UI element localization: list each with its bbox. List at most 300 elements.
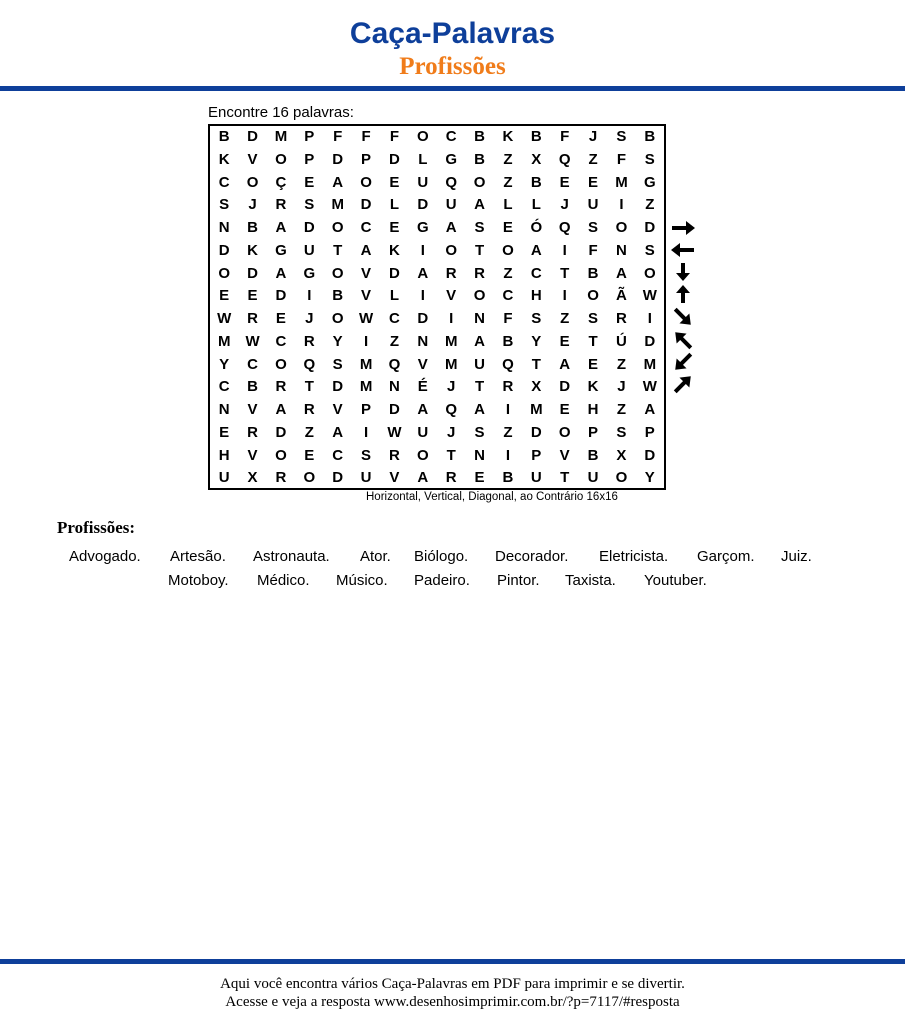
grid-cell: O — [331, 264, 344, 282]
grid-cell: A — [275, 264, 287, 282]
grid-cell: A — [332, 423, 344, 441]
grid-cell: A — [360, 241, 372, 259]
grid-cell: D — [417, 310, 429, 327]
grid-cell: V — [247, 446, 258, 464]
grid-cell: R — [275, 378, 287, 396]
grid-cell: I — [363, 332, 369, 350]
word-item: Motoboy. — [168, 572, 229, 589]
grid-cell: O — [558, 423, 571, 441]
grid-cell: O — [275, 446, 287, 464]
grid-cell: U — [587, 196, 599, 214]
word-item: Músico. — [336, 572, 388, 589]
grid-cell: P — [361, 401, 372, 418]
word-item: Garçom. — [697, 548, 755, 565]
grid-cell: M — [274, 128, 288, 145]
grid-cell: S — [616, 423, 627, 441]
grid-cell: J — [588, 128, 598, 145]
grid-cell: B — [644, 128, 656, 145]
up-right-arrow-icon — [670, 374, 696, 394]
grid-row — [210, 399, 664, 422]
grid-cell: Ç — [275, 173, 287, 191]
grid-cell: Y — [219, 355, 230, 373]
grid-cell: P — [304, 150, 315, 168]
grid-cell: D — [644, 332, 656, 350]
grid-cell: I — [420, 241, 425, 259]
grid-cell: A — [530, 241, 542, 259]
grid-cell: D — [417, 196, 429, 214]
grid-cell: A — [275, 401, 287, 418]
grid-cell: C — [502, 287, 514, 305]
grid-cell: V — [361, 264, 372, 282]
grid-cell: W — [358, 310, 374, 327]
grid-cell: D — [389, 401, 400, 418]
grid-cell: C — [275, 332, 287, 350]
grid-cell: G — [643, 173, 656, 191]
grid-cell: U — [474, 355, 485, 373]
grid-cell: Z — [645, 196, 655, 214]
grid-cell: B — [332, 287, 344, 305]
grid-cell: M — [615, 173, 628, 191]
word-item: Artesão. — [170, 548, 226, 565]
right-arrow-icon — [670, 218, 696, 238]
grid-cell: R — [389, 446, 400, 464]
grid-cell: O — [643, 264, 656, 282]
grid-cell: S — [531, 310, 542, 327]
grid-cell: V — [389, 469, 400, 487]
grid-cell: R — [247, 423, 258, 441]
word-item: Eletricista. — [599, 548, 669, 565]
grid-cell: S — [588, 310, 599, 327]
grid-cell: Q — [445, 401, 458, 418]
grid-cell: E — [247, 287, 258, 305]
grid-cell: O — [615, 469, 628, 487]
grid-cell: B — [247, 219, 258, 236]
grid-cell: R — [303, 332, 315, 350]
grid-cell: F — [361, 128, 371, 145]
puzzle-instructions: Encontre 16 palavras: — [208, 104, 354, 121]
grid-cell: S — [304, 196, 315, 214]
grid-cell: A — [474, 332, 485, 350]
grid-cell: O — [275, 150, 287, 168]
grid-cell: E — [559, 401, 570, 418]
grid-cell: K — [218, 150, 230, 168]
grid-cell: É — [417, 378, 428, 396]
grid-row — [210, 172, 664, 195]
grid-cell: C — [389, 310, 400, 327]
grid-cell: H — [218, 446, 230, 464]
grid-cell: W — [387, 423, 402, 441]
grid-cell: V — [247, 150, 258, 168]
grid-cell: J — [248, 196, 257, 214]
grid-cell: B — [587, 446, 599, 464]
grid-cell: D — [644, 446, 656, 464]
grid-cell: Z — [503, 264, 513, 282]
grid-cell: I — [619, 196, 624, 214]
grid-cell: F — [333, 128, 343, 145]
grid-cell: T — [333, 241, 343, 259]
grid-row — [210, 308, 664, 331]
word-item: Advogado. — [69, 548, 141, 565]
grid-cell: M — [444, 355, 458, 373]
grid-cell: O — [615, 219, 628, 236]
grid-cell: R — [275, 469, 287, 487]
grid-cell: A — [474, 196, 485, 214]
grid-cell: Z — [616, 401, 627, 418]
grid-cell: Z — [503, 150, 513, 168]
grid-cell: R — [616, 310, 627, 327]
grid-cell: Q — [445, 173, 458, 191]
grid-cell: J — [617, 378, 626, 396]
grid-cell: E — [588, 355, 599, 373]
grid-row — [210, 331, 664, 354]
grid-cell: N — [389, 378, 400, 396]
grid-cell: C — [332, 446, 344, 464]
grid-cell: E — [389, 219, 400, 236]
grid-cell: D — [360, 196, 372, 214]
grid-cell: Z — [304, 423, 314, 441]
grid-cell: I — [449, 310, 454, 327]
grid-row — [210, 263, 664, 286]
grid-row — [210, 149, 664, 172]
grid-cell: G — [303, 264, 316, 282]
grid-cell: L — [418, 150, 428, 168]
grid-cell: F — [389, 128, 400, 145]
grid-cell: R — [275, 196, 287, 214]
grid-cell: V — [417, 355, 428, 373]
grid-cell: A — [559, 355, 571, 373]
grid-row — [210, 285, 664, 308]
grid-cell: L — [389, 287, 400, 305]
grid-cell: O — [416, 128, 429, 145]
grid-cell: I — [307, 287, 312, 305]
grid-cell: M — [444, 332, 458, 350]
page-title: Caça-Palavras — [349, 17, 556, 50]
grid-cell: T — [588, 332, 598, 350]
grid-cell: I — [647, 310, 652, 327]
grid-cell: L — [531, 196, 541, 214]
grid-cell: M — [359, 378, 373, 396]
grid-cell: A — [445, 219, 457, 236]
grid-cell: B — [530, 173, 542, 191]
grid-cell: G — [275, 241, 287, 259]
left-arrow-icon — [670, 240, 696, 260]
grid-cell: O — [587, 287, 599, 305]
grid-cell: D — [389, 150, 400, 168]
grid-cell: A — [644, 401, 656, 418]
grid-cell: Ã — [616, 287, 627, 305]
grid-cell: E — [219, 287, 230, 305]
grid-cell: S — [616, 128, 627, 145]
grid-cell: O — [473, 173, 486, 191]
grid-cell: V — [559, 446, 570, 464]
grid-cell: I — [363, 423, 369, 441]
grid-cell: O — [416, 446, 429, 464]
grid-cell: A — [417, 401, 429, 418]
grid-cell: S — [219, 196, 230, 214]
grid-cell: B — [530, 128, 542, 145]
grid-cell: D — [218, 241, 230, 259]
grid-cell: B — [218, 128, 230, 145]
grid-cell: V — [332, 401, 343, 418]
grid-cell: K — [247, 241, 258, 259]
grid-cell: M — [643, 355, 657, 373]
grid-cell: Z — [588, 150, 598, 168]
grid-cell: B — [502, 332, 514, 350]
grid-cell: U — [417, 423, 429, 441]
grid-cell: Ó — [530, 219, 543, 236]
grid-cell: T — [560, 469, 570, 487]
grid-cell: E — [502, 219, 513, 236]
word-item: Biólogo. — [414, 548, 469, 565]
grid-cell: V — [361, 287, 372, 305]
grid-cell: J — [447, 378, 456, 396]
grid-cell: Y — [332, 332, 343, 350]
grid-cell: M — [217, 332, 231, 350]
grid-cell: J — [560, 196, 569, 214]
grid-cell: Y — [531, 332, 542, 350]
grid-row — [210, 467, 664, 490]
grid-cell: I — [505, 401, 511, 418]
grid-row — [210, 376, 664, 399]
grid-cell: W — [245, 332, 260, 350]
grid-cell: D — [247, 264, 258, 282]
grid-cell: R — [502, 378, 514, 396]
grid-cell: S — [332, 355, 343, 373]
grid-cell: O — [303, 469, 316, 487]
grid-cell: Z — [503, 173, 513, 191]
grid-cell: W — [642, 378, 657, 396]
grid-cell: F — [588, 241, 598, 259]
grid-cell: D — [275, 423, 287, 441]
grid-cell: T — [474, 378, 485, 396]
grid-cell: D — [332, 378, 344, 396]
grid-cell: N — [218, 219, 230, 236]
up-left-arrow-icon — [670, 330, 696, 350]
grid-cell: X — [531, 150, 542, 168]
footer-line-2: Acesse e veja a resposta www.desenhosimprimir.com.br/?p=7117/#resposta — [225, 994, 680, 1010]
grid-cell: O — [360, 173, 372, 191]
grid-cell: Q — [558, 219, 571, 236]
grid-cell: V — [247, 401, 258, 418]
word-item: Padeiro. — [414, 572, 470, 589]
grid-cell: Z — [616, 355, 627, 373]
grid-cell: O — [502, 241, 514, 259]
grid-cell: O — [473, 287, 486, 305]
grid-cell: U — [530, 469, 542, 487]
grid-cell: Z — [560, 310, 570, 327]
grid-cell: F — [503, 310, 513, 327]
grid-cell: R — [247, 310, 258, 327]
grid-cell: O — [445, 241, 458, 259]
grid-cell: T — [560, 264, 570, 282]
grid-row — [210, 126, 664, 149]
grid-cell: O — [218, 264, 231, 282]
grid-cell: I — [562, 241, 567, 259]
grid-cell: A — [275, 219, 287, 236]
up-arrow-icon — [670, 284, 696, 304]
grid-row — [210, 194, 664, 217]
down-arrow-icon — [670, 262, 696, 282]
direction-arrows — [670, 124, 700, 490]
grid-cell: A — [417, 469, 429, 487]
grid-cell: U — [303, 241, 315, 259]
grid-cell: G — [416, 219, 429, 236]
grid-cell: O — [331, 219, 344, 236]
down-right-arrow-icon — [670, 307, 696, 327]
grid-cell: M — [359, 355, 373, 373]
grid-cell: R — [303, 401, 315, 418]
grid-cell: S — [644, 241, 655, 259]
grid-cell: D — [332, 150, 344, 168]
grid-cell: K — [587, 378, 599, 396]
grid-cell: E — [304, 446, 315, 464]
grid-cell: I — [420, 287, 425, 305]
grid-cell: P — [304, 128, 315, 145]
grid-cell: Y — [644, 469, 655, 487]
grid-cell: J — [305, 310, 314, 327]
grid-cell: E — [588, 173, 599, 191]
down-left-arrow-icon — [670, 352, 696, 372]
grid-cell: O — [331, 310, 344, 327]
grid-cell: U — [587, 469, 599, 487]
grid-cell: D — [559, 378, 571, 396]
grid-cell: P — [644, 423, 655, 441]
grid-cell: X — [616, 446, 627, 464]
grid-cell: C — [218, 378, 230, 396]
word-item: Médico. — [257, 572, 310, 589]
grid-cell: E — [559, 173, 570, 191]
grid-cell: L — [503, 196, 513, 214]
footer-line-1: Aqui você encontra vários Caça-Palavras em PDF para imprimir e se divertir. — [220, 976, 685, 992]
grid-cell: P — [361, 150, 372, 168]
grid-cell: W — [642, 287, 657, 305]
grid-cell: X — [531, 378, 542, 396]
grid-cell: E — [275, 310, 286, 327]
grid-cell: E — [474, 469, 485, 487]
grid-cell: O — [275, 355, 287, 373]
grid-cell: N — [218, 401, 230, 418]
grid-cell: B — [474, 128, 485, 145]
grid-cell: D — [303, 219, 315, 236]
grid-row — [210, 240, 664, 263]
grid-cell: W — [217, 310, 232, 327]
grid-cell: R — [445, 264, 457, 282]
word-item: Decorador. — [495, 548, 569, 565]
grid-cell: N — [417, 332, 429, 350]
word-search-grid — [208, 124, 666, 490]
grid-cell: C — [360, 219, 372, 236]
grid-cell: E — [219, 423, 230, 441]
grid-cell: H — [530, 287, 542, 305]
grid-row — [210, 354, 664, 377]
grid-cell: D — [247, 128, 258, 145]
grid-cell: I — [562, 287, 567, 305]
grid-cell: D — [332, 469, 344, 487]
grid-cell: F — [560, 128, 570, 145]
grid-cell: C — [530, 264, 542, 282]
grid-cell: A — [417, 264, 429, 282]
footer-divider — [0, 959, 905, 964]
grid-cell: M — [331, 196, 344, 214]
grid-cell: N — [474, 310, 485, 327]
grid-cell: D — [389, 264, 400, 282]
word-item: Astronauta. — [253, 548, 330, 565]
grid-cell: E — [389, 173, 400, 191]
grid-cell: S — [361, 446, 372, 464]
grid-cell: A — [616, 264, 627, 282]
grid-cell: T — [446, 446, 456, 464]
page-subtitle: Profissões — [399, 53, 506, 80]
grid-cell: F — [616, 150, 627, 168]
grid-cell: S — [474, 423, 485, 441]
grid-cell: J — [447, 423, 456, 441]
grid-cell: C — [247, 355, 258, 373]
grid-cell: T — [304, 378, 314, 396]
grid-cell: T — [474, 241, 485, 259]
grid-cell: P — [588, 423, 599, 441]
grid-cell: U — [218, 469, 230, 487]
grid-cell: C — [445, 128, 457, 145]
grid-cell: S — [588, 219, 599, 236]
grid-row — [210, 217, 664, 240]
word-item: Taxista. — [565, 572, 616, 589]
grid-cell: D — [644, 219, 656, 236]
grid-cell: N — [616, 241, 627, 259]
grid-cell: O — [246, 173, 259, 191]
grid-cell: Q — [303, 355, 316, 373]
grid-cell: U — [360, 469, 372, 487]
grid-cell: K — [389, 241, 400, 259]
grid-cell: B — [587, 264, 599, 282]
word-item: Youtuber. — [644, 572, 707, 589]
grid-cell: B — [502, 469, 514, 487]
grid-cell: H — [587, 401, 599, 418]
grid-cell: Z — [503, 423, 513, 441]
puzzle-caption: Horizontal, Vertical, Diagonal, ao Contrário 16x16 — [366, 491, 618, 503]
grid-cell: G — [445, 150, 458, 168]
grid-cell: D — [530, 423, 542, 441]
grid-cell: E — [559, 332, 570, 350]
grid-cell: S — [474, 219, 485, 236]
grid-cell: K — [502, 128, 514, 145]
word-list-heading: Profissões: — [57, 518, 136, 537]
grid-cell: I — [505, 446, 511, 464]
grid-cell: B — [247, 378, 258, 396]
grid-row — [210, 445, 664, 468]
grid-cell: Q — [388, 355, 401, 373]
grid-cell: U — [445, 196, 457, 214]
grid-cell: L — [389, 196, 400, 214]
grid-cell: D — [275, 287, 287, 305]
grid-cell: R — [445, 469, 457, 487]
grid-cell: X — [247, 469, 258, 487]
word-item: Juiz. — [781, 548, 812, 565]
grid-cell: Ú — [616, 332, 627, 350]
word-item: Pintor. — [497, 572, 540, 589]
grid-cell: P — [531, 446, 542, 464]
grid-row — [210, 422, 664, 445]
grid-cell: C — [218, 173, 230, 191]
grid-cell: E — [304, 173, 315, 191]
grid-cell: B — [474, 150, 485, 168]
grid-cell: Q — [558, 150, 571, 168]
grid-cell: T — [531, 355, 541, 373]
grid-cell: S — [644, 150, 655, 168]
grid-cell: Q — [502, 355, 514, 373]
grid-cell: A — [332, 173, 344, 191]
grid-cell: R — [474, 264, 485, 282]
word-item: Ator. — [360, 548, 391, 565]
